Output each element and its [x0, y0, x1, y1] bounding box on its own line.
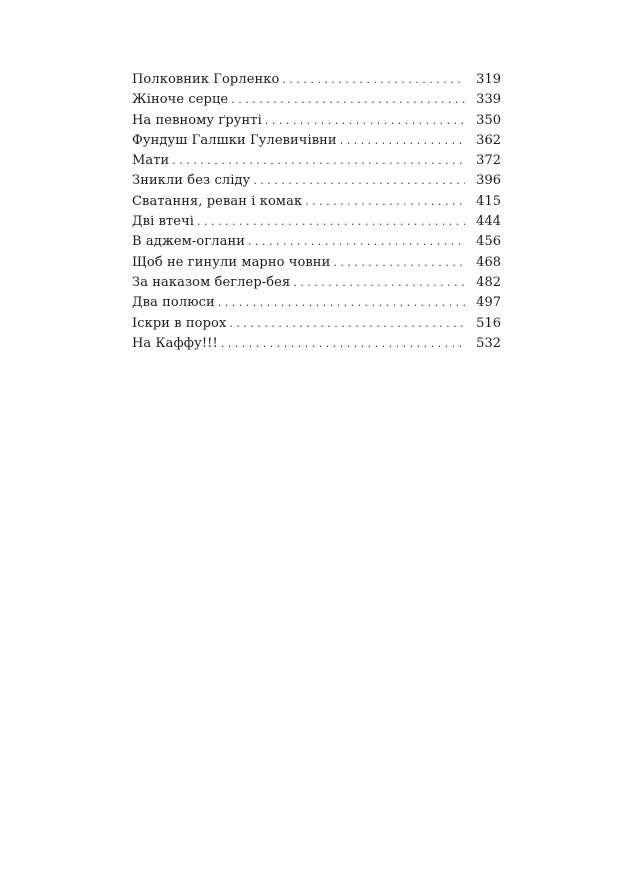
toc-entry-page: 497 — [476, 295, 501, 311]
toc-entry — [132, 171, 501, 191]
toc-entry — [132, 253, 501, 273]
toc-entry-page: 362 — [476, 132, 501, 148]
toc-entry-title: На Каффу!!! — [132, 335, 218, 351]
toc-entry — [132, 273, 501, 293]
toc-dot-leader — [197, 212, 465, 232]
toc-entry-page: 532 — [476, 335, 501, 351]
toc-entry-title: В аджем-оглани — [132, 234, 245, 250]
toc-entry-title: На певному ґрунті — [132, 112, 262, 128]
toc-entry-title: Жіноче серце — [132, 92, 229, 108]
toc-entry-title: Фундуш Галшки Гулевичівни — [132, 132, 337, 148]
toc-entry-page: 482 — [476, 274, 501, 290]
table-of-contents — [132, 70, 501, 354]
toc-entry-title: Іскри в порох — [132, 315, 227, 331]
toc-entry-title: Щоб не гинули марно човни — [132, 254, 331, 270]
toc-entry-page: 415 — [476, 193, 501, 209]
toc-dot-leader — [333, 253, 465, 273]
toc-dot-leader — [231, 90, 465, 110]
toc-dot-leader — [265, 111, 465, 131]
toc-entry — [132, 334, 501, 354]
toc-entry-page: 339 — [476, 92, 501, 108]
toc-entry-title: Дві втечі — [132, 214, 195, 230]
toc-entry — [132, 111, 501, 131]
toc-entry — [132, 90, 501, 110]
toc-dot-leader — [253, 171, 465, 191]
toc-entry-page: 372 — [476, 153, 501, 169]
toc-dot-leader — [293, 273, 465, 293]
toc-entry-title: Сватання, реван і комак — [132, 193, 303, 209]
toc-entry-page: 319 — [476, 72, 501, 87]
toc-dot-leader — [218, 293, 465, 313]
toc-dot-leader — [305, 192, 465, 212]
toc-dot-leader — [248, 232, 465, 252]
toc-entry-page: 456 — [476, 234, 501, 250]
toc-dot-leader — [229, 314, 465, 334]
toc-dot-leader — [282, 70, 465, 90]
toc-entry-page: 516 — [476, 315, 501, 331]
toc-entry-title: Полковник Горленко — [132, 72, 280, 87]
toc-entry-page: 444 — [476, 214, 501, 230]
toc-entry — [132, 212, 501, 232]
toc-dot-leader — [340, 131, 465, 151]
toc-entry — [132, 151, 501, 171]
toc-dot-leader — [221, 334, 465, 354]
toc-entry-title: Зникли без сліду — [132, 173, 251, 189]
toc-dot-leader — [172, 151, 465, 171]
toc-entry-page: 468 — [476, 254, 501, 270]
toc-entry — [132, 192, 501, 212]
toc-entry-title: За наказом беглер-бея — [132, 274, 291, 290]
toc-entry — [132, 232, 501, 252]
toc-entry-page: 396 — [476, 173, 501, 189]
toc-entry — [132, 314, 501, 334]
toc-entry-title: Мати — [132, 153, 170, 169]
toc-entry — [132, 131, 501, 151]
toc-entry — [132, 293, 501, 313]
toc-entry-page: 350 — [476, 112, 501, 128]
toc-entry — [132, 70, 501, 90]
toc-entry-title: Два полюси — [132, 295, 215, 311]
